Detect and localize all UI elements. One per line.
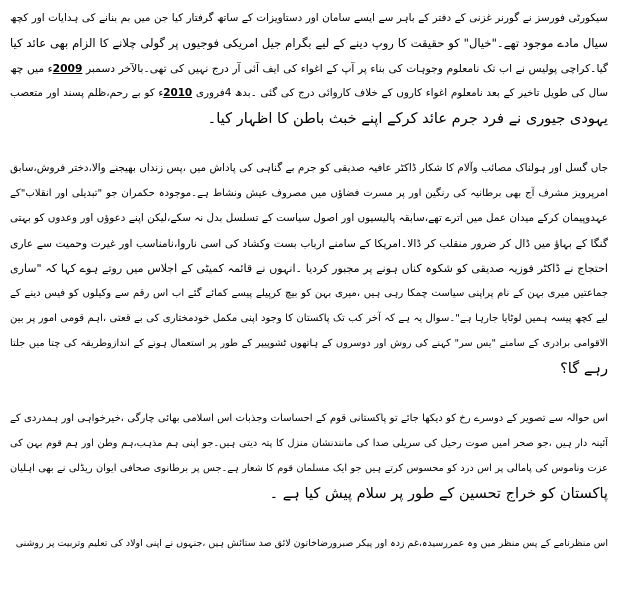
text-line: رہے گا؟: [560, 360, 608, 377]
text-segment: ء کو بے رحم،ظلم پسند اور متعصب: [10, 87, 164, 99]
text-segment: ء میں چھ: [10, 62, 53, 75]
text-line: جماعتیں میری بہن کے نام پراپنی سیاست چمکا رہی ہیں ،میری بہن کو بیچ کرپیلے پیسے کمائے گئے اب اس رقم سے وکیلوں کو فیس دینے کے: [10, 288, 608, 299]
paragraph-gap: [10, 506, 608, 531]
text-line: پاکستان کو خراج تحسین کے طور پر سلام پیش کیا ہے ۔: [269, 485, 608, 502]
paragraph-mother: [10, 531, 608, 556]
text-line: امرپرویز مشرف آج بھی برطانیہ کی رنگین اور پر مسرت فضاؤں میں مصروف عیش ونشاط ہے۔موجودہ حکمران جو "تبدیلی اور انقلاب"کے: [10, 188, 608, 199]
paragraph-nation: [10, 406, 608, 506]
text-line: الاقوامی برادری کے سامنے "یس سر" کہنے کی روش اور دوسروں کے ہاتھوں ٹشوپیپر کے طور پر استعمال ہونے کے اندازوطریقہ کی چتا میں جلتا: [10, 338, 608, 349]
year-2010: 2010: [163, 87, 193, 99]
paragraph-arrest: [10, 6, 608, 131]
text-line: آئینہ دار ہیں ،جو صحر امیں صوت رحیل کی سریلی صدا کی مانندنشان منزل کا پتہ دیتی ہیں۔جو اپنی ہم مذہب،ہم وطن اور ہم قوم بہن کی: [10, 438, 608, 449]
text-segment: گیا۔کراچی پولیس نے اب تک نامعلوم وجوہات کی بناء پر آپ کے اغواء کی ایف آئی آر درج نہیں کی تھی۔بالآخر دسمبر: [86, 62, 608, 75]
text-line: اس حوالہ سے تصویر کے دوسرے رخ کو دیکھا جائے تو پاکستانی قوم کے احساسات وجذبات اس اسلامی بھائی چارگی ،خیرخواہی اور ہمدردی کے: [10, 413, 608, 424]
text-line: اس منظرنامے کے پس منظر میں وہ عمررسیدہ،غم زدہ اور پیکر صبرورضاخاتون لائق صد ستائش ہیں ،جنہوں نے اپنی اولاد کی تعلیم وتربیت پر روشنی: [15, 538, 608, 549]
text-line: سیال مادے موجود تھے۔"خیال" کو حقیقت کا روپ دینے کے لیے بگرام جیل امریکی فوجیوں پر گولی چلانے کا الزام بھی عائد کیا: [10, 36, 608, 50]
text-line: [10, 81, 608, 106]
text-line: جاں گسل اور ہولناک مصائب وآلام کا شکار ڈاکٹر عافیہ صدیقی کو جرم بے گناہی کی پاداش میں ،پس زنداں بھیجنے والا،دختر فروش،سابق: [10, 162, 608, 174]
text-line: احتجاج نے ڈاکٹر فوزیہ صدیقی کو شکوہ کناں ہونے پر مجبور کردیا ۔انہوں نے قائمہ کمیٹی کے اجلاس میں روتے ہوے کہا کہ "ساری: [10, 262, 608, 275]
paragraph-musharraf: [10, 156, 608, 381]
text-line: عزت وناموس کی پامالی پر اس درد کو محسوس کرتے ہیں جو ایک مسلمان قوم کا شعار ہے۔جس پر برطانوی صحافی ایوان ریڈلی نے بھی اہلیان: [10, 463, 608, 474]
text-segment: سال کی طویل تاخیر کے بعد نامعلوم اغواء کاروں کے خلاف کاروائی درج کی گئی ۔بدھ 4فروری: [195, 87, 608, 99]
text-line: سیکورٹی فورسز نے گورنر غزنی کے دفتر کے باہر سے ایسے سامان اور دستاویزات کے ساتھ گرفتار کیا جن میں بم بنانے کی ہدایات اور کچھ: [10, 12, 608, 24]
paragraph-gap: [10, 381, 608, 406]
text-line: گنگا کے بہاؤ میں ڈال کر ضرور منقلب کر ڈالا۔امریکا کے سامنے ارباب بست وکشاد کی اسی ناروا،نامناسب اور غیرت وحمیت سے عاری: [10, 237, 608, 250]
year-2009: 2009: [52, 62, 83, 75]
text-line: لیے کچھ پیسہ ہمیں لوٹایا جارہا ہے"۔سوال یہ ہے کہ آخر کب تک پاکستان کا وجود اپنی مکمل خودمختاری کی بے قعتی ،اہم قومی امور پر بین: [10, 313, 608, 324]
text-line: [10, 56, 608, 81]
text-line: یہودی جیوری نے فرد جرم عائد کرکے اپنے خبث باطن کا اظہار کیا۔: [207, 110, 608, 127]
paragraph-gap: [10, 131, 608, 156]
text-line: عہدوپیمان کرکے میدان عمل میں اترے تھے،سابقہ پالیسیوں اور اصول سیاست کے تسلسل بدل نہ سکے،لیکن اپنے دعوؤں اور وعدوں کو بہتی: [10, 212, 608, 224]
